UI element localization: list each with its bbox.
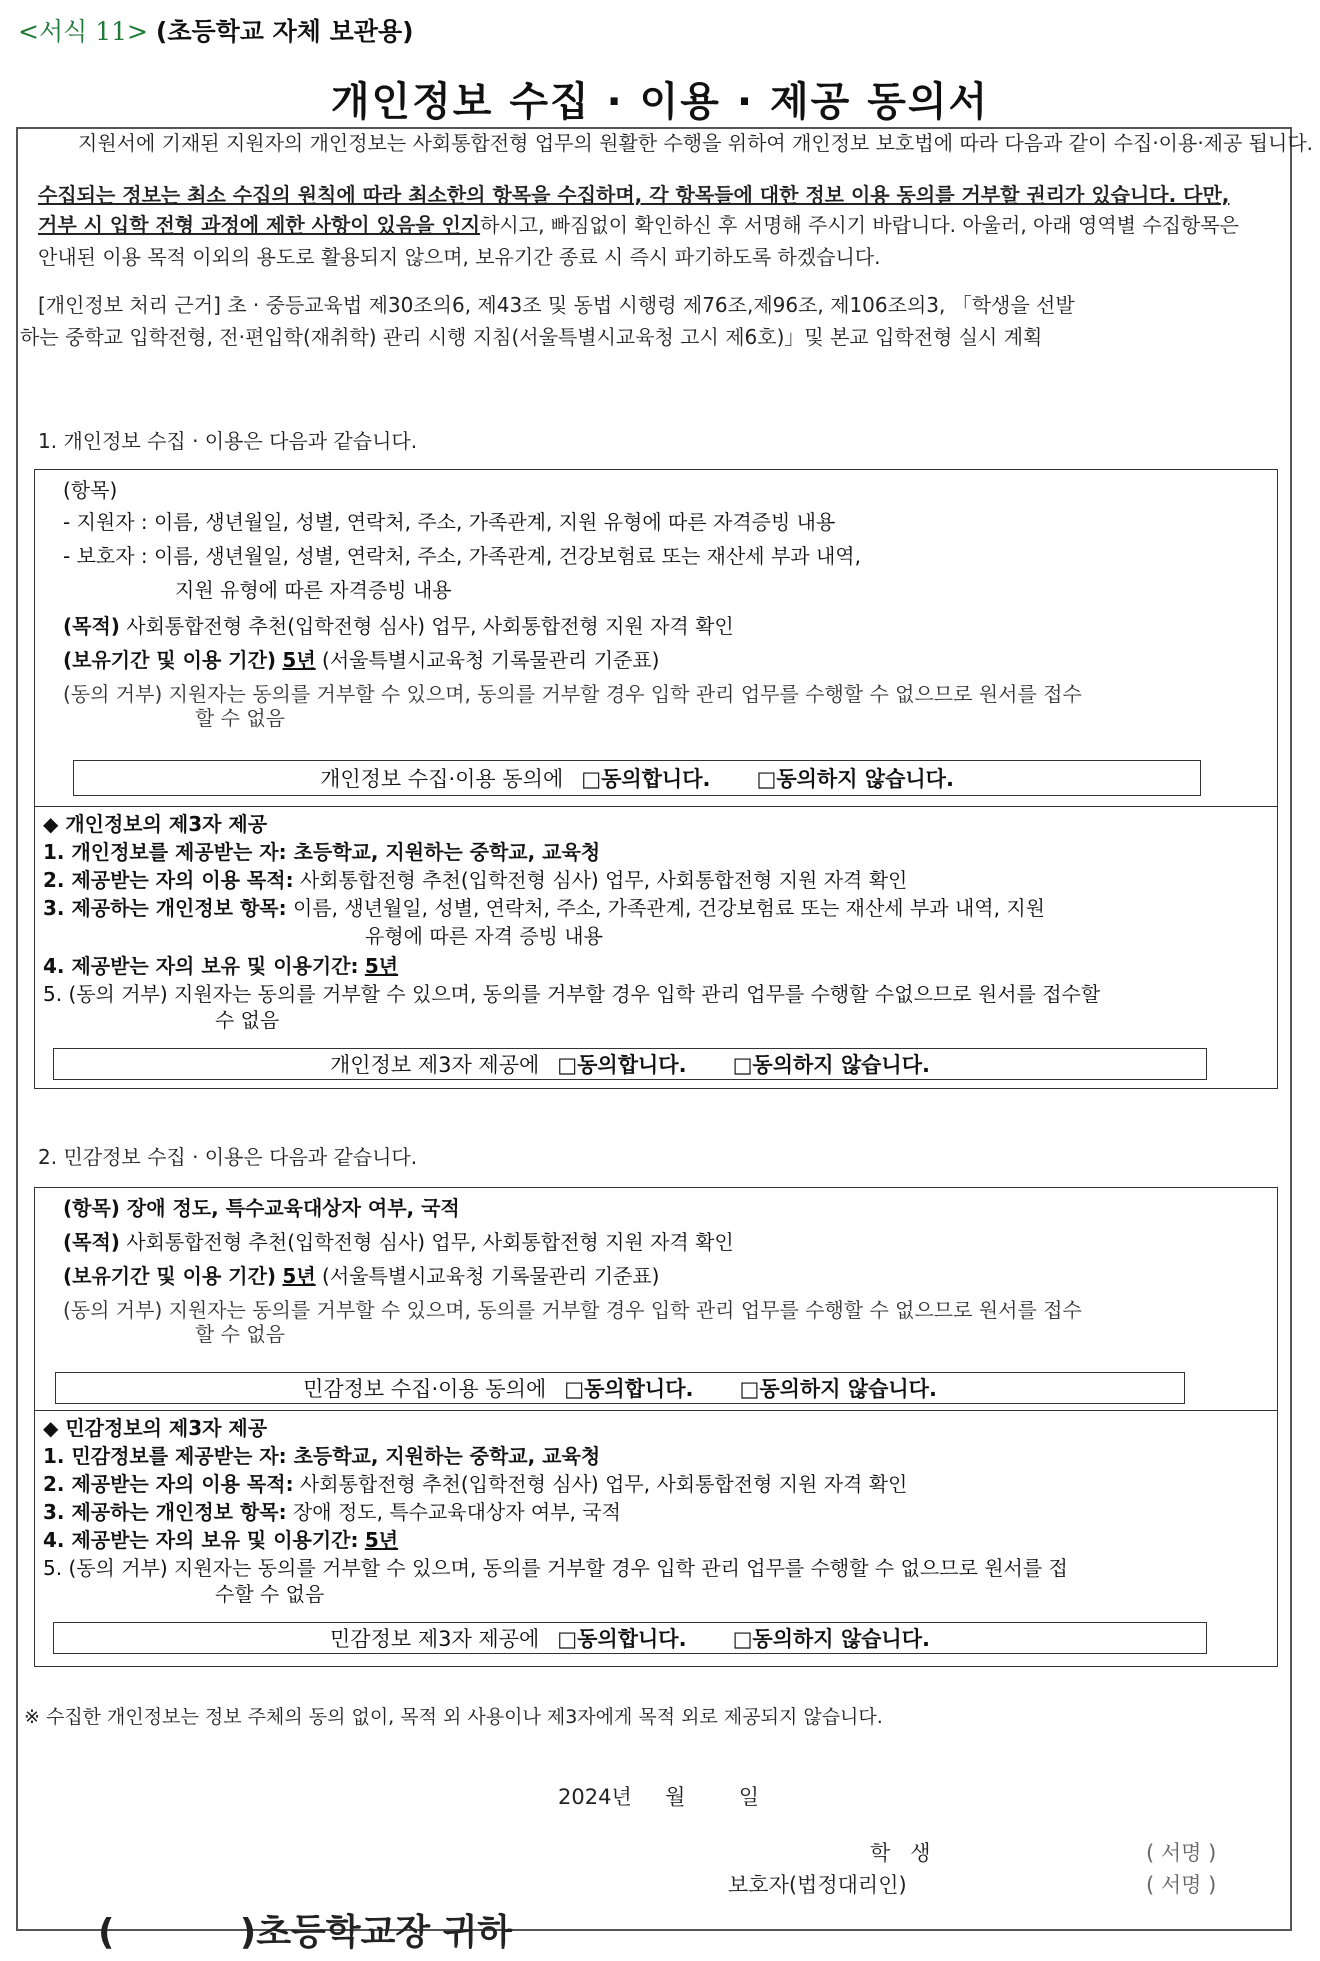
date-line xyxy=(558,1781,759,1813)
s1-divider xyxy=(35,806,1277,807)
s1-agree-checkbox[interactable]: □ xyxy=(581,767,602,791)
s2-disagree-label: 동의하지 않습니다. xyxy=(759,1377,937,1401)
s2-purpose-value: 사회통합전형 추천(입학전형 심사) 업무, 사회통합전형 지원 자격 확인 xyxy=(119,1230,734,1254)
guardian-label: 보호자(법정대리인) xyxy=(728,1873,907,1897)
s2-third-agree-option[interactable] xyxy=(557,1623,686,1653)
s1-third-party-item2 xyxy=(43,866,907,894)
s2-purpose-label: (목적) xyxy=(63,1230,120,1254)
s2-t4-label: 4. 제공받는 자의 보유 및 이용기간: xyxy=(43,1528,359,1552)
privacy-footnote: ※ 수집한 개인정보는 정보 주체의 동의 없이, 목적 외 사용이나 제3자에게 목적 외로 제공되지 않습니다. xyxy=(24,1706,883,1728)
s2-third-disagree-label: 동의하지 않습니다. xyxy=(752,1627,930,1651)
s1-applicant-items: - 지원자 : 이름, 생년월일, 성별, 연락처, 주소, 가족관계, 지원 유형에 따른 자격증빙 내용 xyxy=(63,510,836,534)
s1-t2-label: 2. 제공받는 자의 이용 목적: xyxy=(43,868,294,892)
s1-agree-label: 동의합니다. xyxy=(601,767,711,791)
s1-third-agree-checkbox[interactable]: □ xyxy=(557,1053,578,1077)
s1-t2-value: 사회통합전형 추천(입학전형 심사) 업무, 사회통합전형 지원 자격 확인 xyxy=(293,868,908,892)
s1-third-party-item5-cont: 수 없음 xyxy=(215,1008,280,1032)
s1-guardian-items-line2: 지원 유형에 따른 자격증빙 내용 xyxy=(175,578,452,602)
rights-notice-line3: 안내된 이용 목적 이외의 용도로 활용되지 않으며, 보유기간 종료 시 즉시 파기하도록 하겠습니다. xyxy=(38,245,881,269)
s2-third-party-item1 xyxy=(43,1442,600,1470)
s2-items-label: (항목) xyxy=(63,1196,120,1220)
s1-t1-value: 초등학교, 지원하는 중학교, 교육청 xyxy=(286,840,601,864)
guardian-signature[interactable]: ( 서명 ) xyxy=(1146,1873,1217,1897)
s2-refusal-line1: (동의 거부) 지원자는 동의를 거부할 수 있으며, 동의를 거부할 경우 입학 관리 업무를 수행할 수 없으므로 원서를 접수 xyxy=(63,1298,1082,1322)
form-label xyxy=(18,12,414,48)
student-label: 학 생 xyxy=(870,1841,931,1865)
s2-t1-label: 1. 민감정보를 제공받는 자: xyxy=(43,1444,287,1468)
s2-items-value: 장애 정도, 특수교육대상자 여부, 국적 xyxy=(119,1196,460,1220)
s1-third-party-heading: ◆ 개인정보의 제3자 제공 xyxy=(43,812,268,836)
form-frame xyxy=(16,127,1313,1953)
s2-retention-label: (보유기간 및 이용 기간) xyxy=(63,1264,277,1288)
s2-third-party-item2 xyxy=(43,1470,907,1498)
s1-refusal-line2: 할 수 없음 xyxy=(195,706,285,730)
s2-third-party-item4 xyxy=(43,1526,398,1554)
s2-third-party-item5-cont: 수할 수 없음 xyxy=(215,1582,325,1606)
s1-t3-label: 3. 제공하는 개인정보 항목: xyxy=(43,896,287,920)
form-kind: (초등학교 자체 보관용) xyxy=(155,17,414,46)
date-day: 일 xyxy=(738,1785,760,1809)
s2-agree-label: 동의합니다. xyxy=(584,1377,694,1401)
s1-t4-label: 4. 제공받는 자의 보유 및 이용기간: xyxy=(43,954,359,978)
s2-retention xyxy=(63,1262,659,1290)
s1-third-consent-label: 개인정보 제3자 제공에 xyxy=(330,1053,540,1077)
s2-t2-value: 사회통합전형 추천(입학전형 심사) 업무, 사회통합전형 지원 자격 확인 xyxy=(293,1472,908,1496)
s1-third-disagree-label: 동의하지 않습니다. xyxy=(752,1053,930,1077)
s2-agree-option[interactable] xyxy=(564,1373,693,1403)
s2-third-disagree-checkbox[interactable]: □ xyxy=(732,1627,753,1651)
form-code: <서식 11> xyxy=(18,17,148,46)
section2-box xyxy=(34,1187,1278,1667)
s2-t3-label: 3. 제공하는 개인정보 항목: xyxy=(43,1500,287,1524)
s1-disagree-label: 동의하지 않습니다. xyxy=(776,767,954,791)
s1-third-party-item5: 5. (동의 거부) 지원자는 동의를 거부할 수 있으며, 동의를 거부할 경우 입학 관리 업무를 수행할 수없으므로 원서를 접수할 xyxy=(43,982,1101,1006)
s2-third-consent-row xyxy=(53,1622,1207,1654)
s1-disagree-option[interactable] xyxy=(757,763,954,793)
s2-disagree-option[interactable] xyxy=(740,1373,937,1403)
section1-heading: 1. 개인정보 수집 · 이용은 다음과 같습니다. xyxy=(38,429,418,453)
date-year: 2024년 xyxy=(558,1785,632,1809)
page-title: 개인정보 수집 · 이용 · 제공 동의서 xyxy=(330,79,990,125)
s1-retention-note: (서울특별시교육청 기록물관리 기준표) xyxy=(315,648,660,672)
s1-t4-value: 5년 xyxy=(364,954,399,978)
s1-third-disagree-option[interactable] xyxy=(733,1049,930,1079)
s1-t1-label: 1. 개인정보를 제공받는 자: xyxy=(43,840,287,864)
s1-third-agree-option[interactable] xyxy=(557,1049,686,1079)
s1-third-party-item1 xyxy=(43,838,600,866)
s2-t1-value: 초등학교, 지원하는 중학교, 교육청 xyxy=(286,1444,601,1468)
s2-third-agree-checkbox[interactable]: □ xyxy=(557,1627,578,1651)
s1-consent-row xyxy=(73,760,1201,796)
intro-paragraph: 지원서에 기재된 지원자의 개인정보는 사회통합전형 업무의 원활한 수행을 위하여 개인정보 보호법에 따라 다음과 같이 수집·이용·제공 됩니다. xyxy=(78,131,1313,155)
s2-third-consent-label: 민감정보 제3자 제공에 xyxy=(330,1627,540,1651)
s1-retention-label: (보유기간 및 이용 기간) xyxy=(63,648,277,672)
s2-divider xyxy=(35,1410,1277,1411)
s1-consent-label: 개인정보 수집·이용 동의에 xyxy=(320,767,564,791)
s2-third-disagree-option[interactable] xyxy=(733,1623,930,1653)
s2-retention-value: 5년 xyxy=(282,1264,316,1288)
s1-refusal-line1: (동의 거부) 지원자는 동의를 거부할 수 있으며, 동의를 거부할 경우 입학 관리 업무를 수행할 수 없으므로 원서를 접수 xyxy=(63,682,1082,706)
rights-notice-line2 xyxy=(38,209,1239,241)
s1-t3-value: 이름, 생년월일, 성별, 연락처, 주소, 가족관계, 건강보험료 또는 재산세 부과 내역, 지원 xyxy=(286,896,1045,920)
s2-consent-row xyxy=(55,1372,1185,1404)
s2-consent-label: 민감정보 수집·이용 동의에 xyxy=(303,1377,547,1401)
s1-retention xyxy=(63,646,659,674)
s1-agree-option[interactable] xyxy=(581,763,710,793)
s1-third-party-item3-cont: 유형에 따른 자격 증빙 내용 xyxy=(365,924,603,948)
section1-box xyxy=(34,469,1278,1089)
s1-purpose-value: 사회통합전형 추천(입학전형 심사) 업무, 사회통합전형 지원 자격 확인 xyxy=(119,614,734,638)
s2-retention-note: (서울특별시교육청 기록물관리 기준표) xyxy=(315,1264,660,1288)
rights-notice-line1: 수집되는 정보는 최소 수집의 원칙에 따라 최소한의 항목을 수집하며, 각 항목들에 대한 정보 이용 동의를 거부할 권리가 있습니다. 다만, xyxy=(38,183,1230,207)
student-signature[interactable]: ( 서명 ) xyxy=(1146,1841,1217,1865)
s2-t4-value: 5년 xyxy=(364,1528,399,1552)
legal-basis-line1: [개인정보 처리 근거] 초 · 중등교육법 제30조의6, 제43조 및 동법 시행령 제76조,제96조, 제106조의3, 「학생을 선발 xyxy=(38,293,1075,317)
s2-disagree-checkbox[interactable]: □ xyxy=(739,1377,760,1401)
s2-third-party-item3 xyxy=(43,1498,621,1526)
s1-third-agree-label: 동의합니다. xyxy=(577,1053,687,1077)
s1-third-party-item3 xyxy=(43,894,1045,922)
legal-basis-line2: 하는 중학교 입학전형, 전·편입학(재취학) 관리 시행 지침(서울특별시교육청 고시 제6호)」및 본교 입학전형 실시 계획 xyxy=(20,325,1043,349)
s1-items-label: (항목) xyxy=(63,478,118,502)
s1-purpose xyxy=(63,612,734,640)
s2-t3-value: 장애 정도, 특수교육대상자 여부, 국적 xyxy=(286,1500,621,1524)
section2-heading: 2. 민감정보 수집 · 이용은 다음과 같습니다. xyxy=(38,1145,418,1169)
s2-t2-label: 2. 제공받는 자의 이용 목적: xyxy=(43,1472,294,1496)
rights-notice-bold: 거부 시 입학 전형 과정에 제한 사항이 있음을 인지 xyxy=(38,213,481,237)
s1-third-consent-row xyxy=(53,1048,1207,1080)
s2-third-agree-label: 동의합니다. xyxy=(577,1627,687,1651)
s1-third-party-item4 xyxy=(43,952,398,980)
s2-agree-checkbox[interactable]: □ xyxy=(564,1377,585,1401)
s2-refusal-line2: 할 수 없음 xyxy=(195,1322,285,1346)
s1-disagree-checkbox[interactable]: □ xyxy=(756,767,777,791)
s1-third-disagree-checkbox[interactable]: □ xyxy=(732,1053,753,1077)
date-month: 월 xyxy=(665,1785,686,1809)
s1-purpose-label: (목적) xyxy=(63,614,120,638)
s2-items xyxy=(63,1194,460,1222)
addressee: ( )초등학교장 귀하 xyxy=(98,1912,513,1953)
s2-purpose xyxy=(63,1228,734,1256)
rights-notice-rest: 하시고, 빠짐없이 확인하신 후 서명해 주시기 바랍니다. 아울러, 아래 영역별 수집항목은 xyxy=(480,213,1239,237)
s1-retention-value: 5년 xyxy=(282,648,316,672)
s1-guardian-items-line1: - 보호자 : 이름, 생년월일, 성별, 연락처, 주소, 가족관계, 건강보험료 또는 재산세 부과 내역, xyxy=(63,544,861,568)
s2-third-party-item5: 5. (동의 거부) 지원자는 동의를 거부할 수 있으며, 동의를 거부할 경우 입학 관리 업무를 수행할 수 없으므로 원서를 접 xyxy=(43,1556,1068,1580)
s2-third-party-heading: ◆ 민감정보의 제3자 제공 xyxy=(43,1416,268,1440)
